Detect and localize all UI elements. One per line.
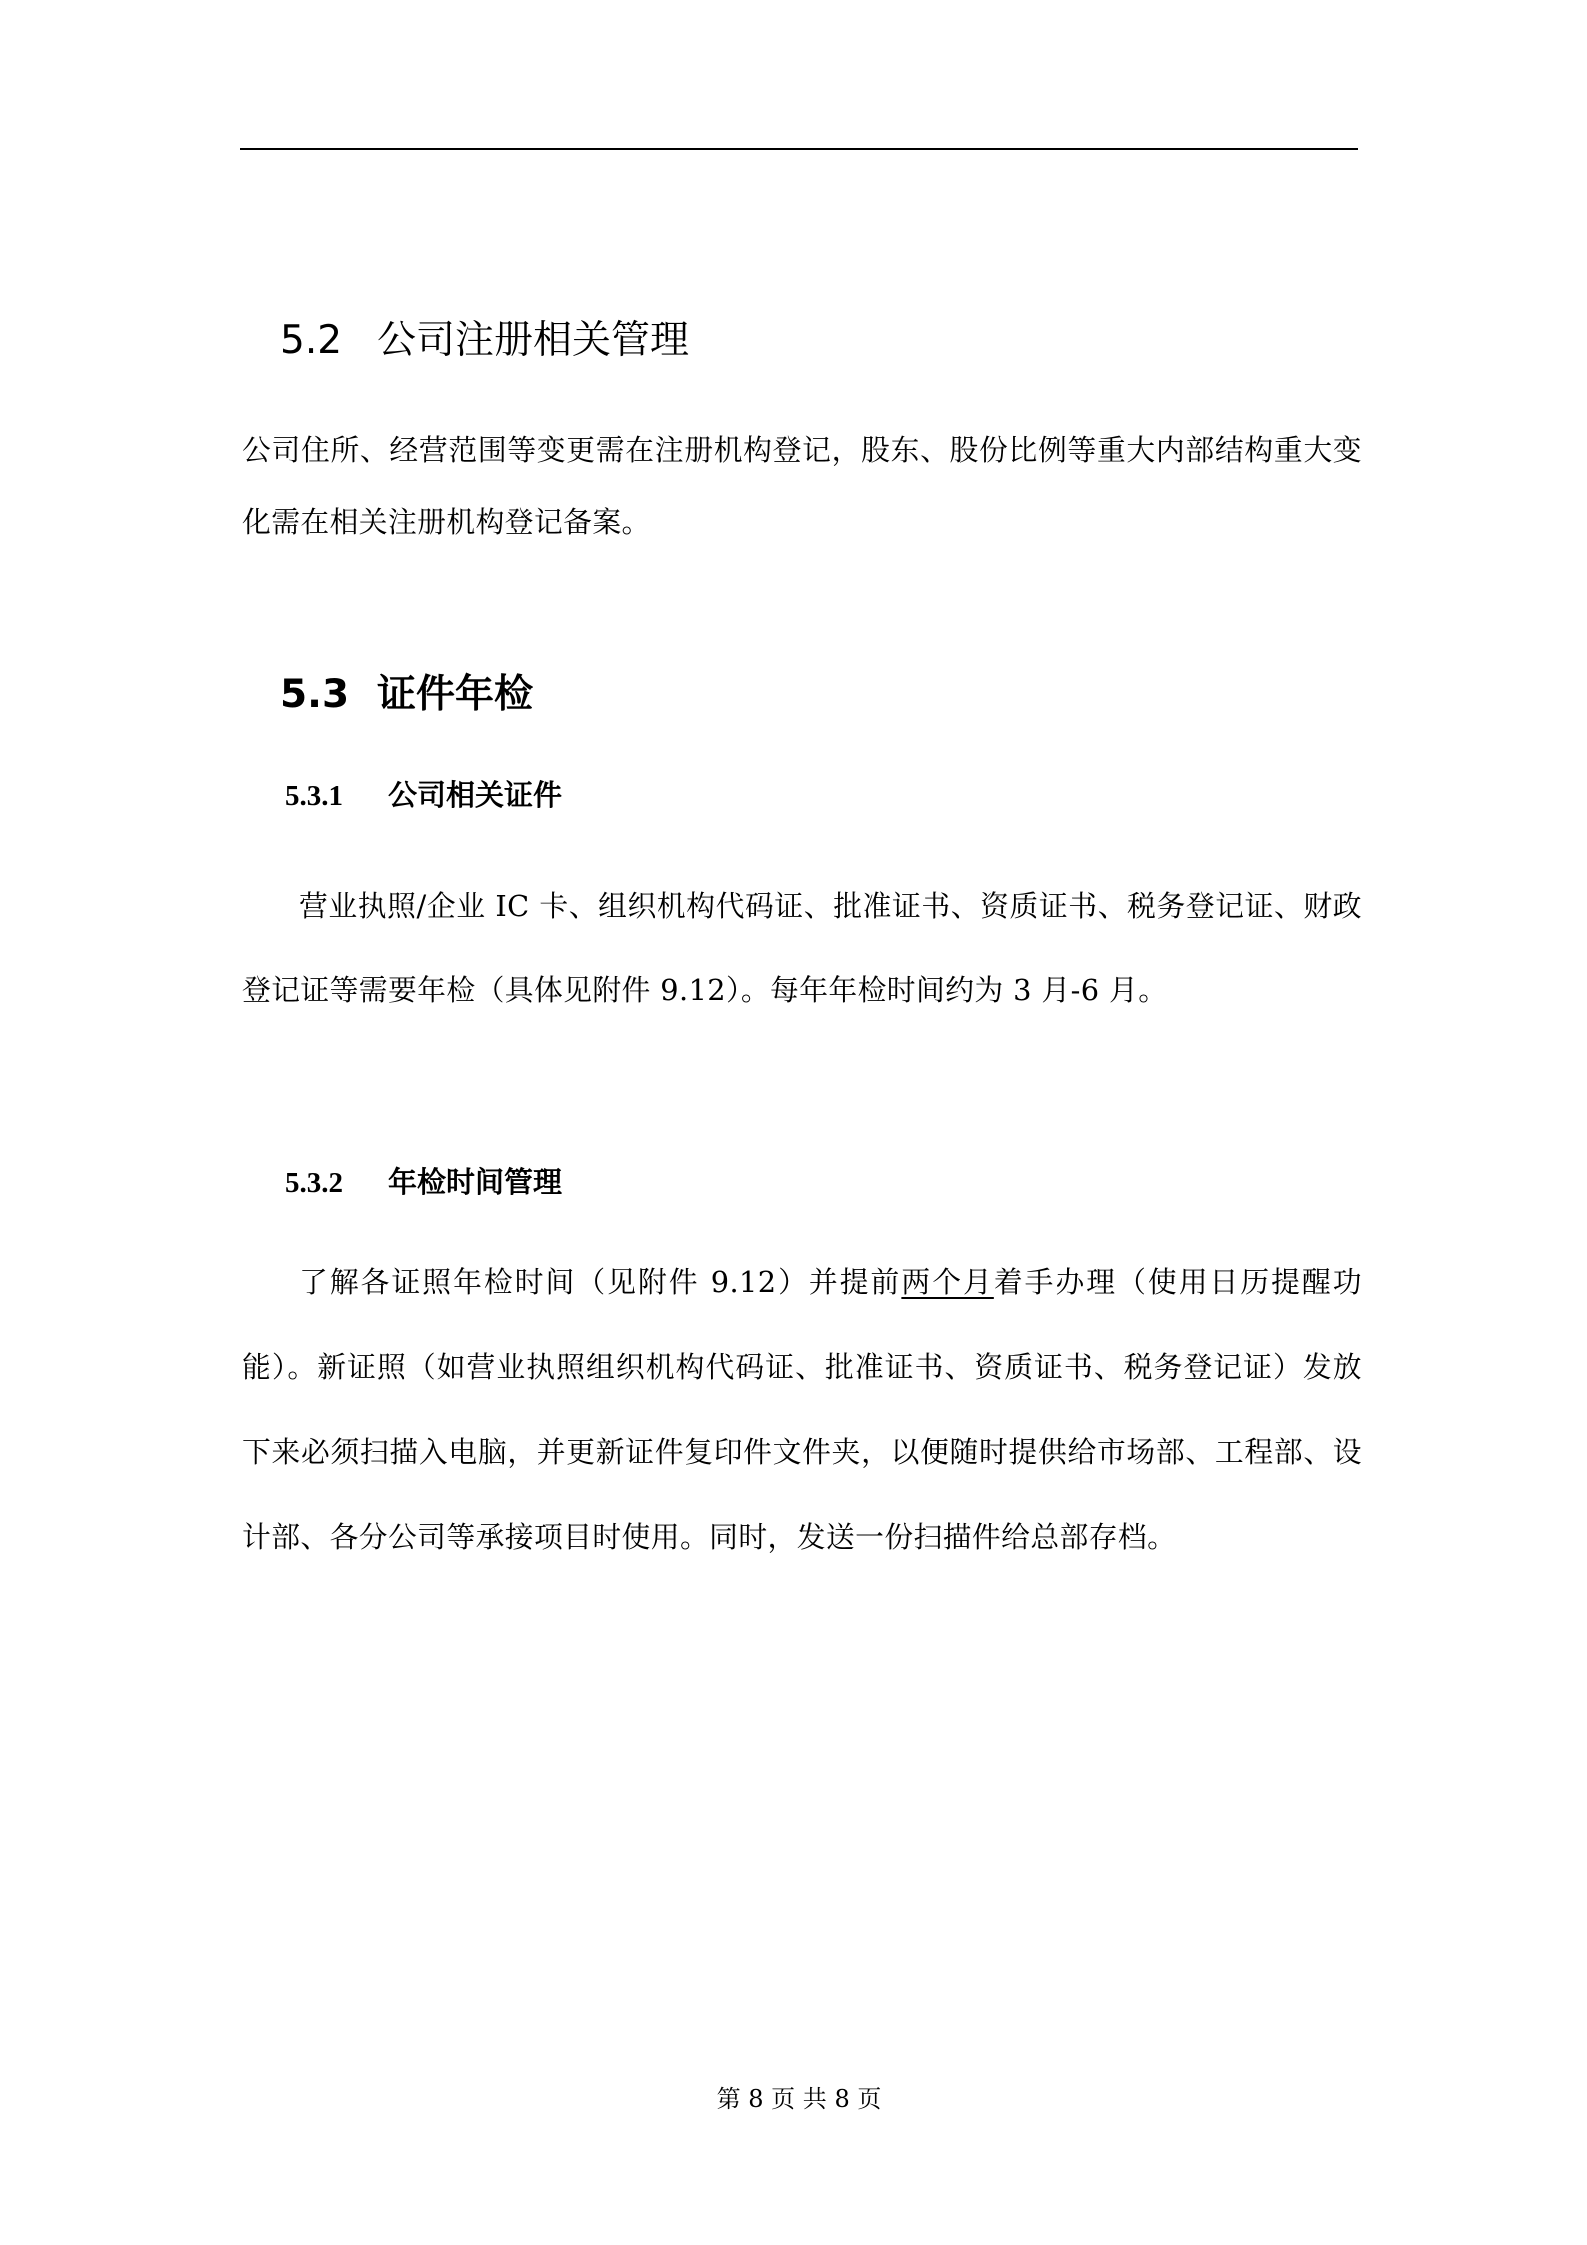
section-5-3-2-body-before: 了解各证照年检时间（见附件 9.12）并提前 — [299, 1265, 902, 1299]
section-5-3-2-body-after: 着手办理（使用日历提醒功能）。新证照（如营业执照组织机构代码证、批准证书、资质证书、税务登记证）发放下来必须扫描入电脑，并更新证件复印件文件夹，以便随时提供给市场部、工程部、设计部、各分公司等承接项目时使用。同时，发送一份扫描件给总部存档。 — [242, 1265, 1362, 1554]
section-5-3-2-emphasis: 两个月 — [901, 1265, 994, 1299]
section-5-3-1-number: 5.3.1 — [285, 780, 343, 812]
section-5-3-2-body — [242, 1240, 1362, 1580]
header-rule — [240, 148, 1358, 150]
section-5-3-heading — [280, 671, 533, 719]
section-5-3-2-number: 5.3.2 — [285, 1167, 343, 1199]
section-5-3-1-title: 公司相关证件 — [388, 778, 563, 812]
section-5-2-number: 5.2 — [280, 318, 343, 363]
section-5-2-title: 公司注册相关管理 — [377, 318, 690, 363]
section-5-3-title: 证件年检 — [377, 672, 534, 717]
section-5-3-number: 5.3 — [280, 672, 350, 717]
section-5-3-2-heading — [285, 1162, 562, 1203]
section-5-2-body: 公司住所、经营范围等变更需在注册机构登记，股东、股份比例等重大内部结构重大变化需在相关注册机构登记备案。 — [242, 433, 1362, 539]
section-5-3-1-heading — [285, 775, 562, 816]
section-5-3-2-title: 年检时间管理 — [388, 1165, 563, 1199]
page-footer: 第 8 页 共 8 页 — [716, 2085, 882, 2113]
section-5-2-heading — [280, 317, 689, 365]
section-5-3-1-body: 营业执照/企业 IC 卡、组织机构代码证、批准证书、资质证书、税务登记证、财政登记证等需要年检（具体见附件 9.12）。每年年检时间约为 3 月-6 月。 — [242, 889, 1362, 1007]
